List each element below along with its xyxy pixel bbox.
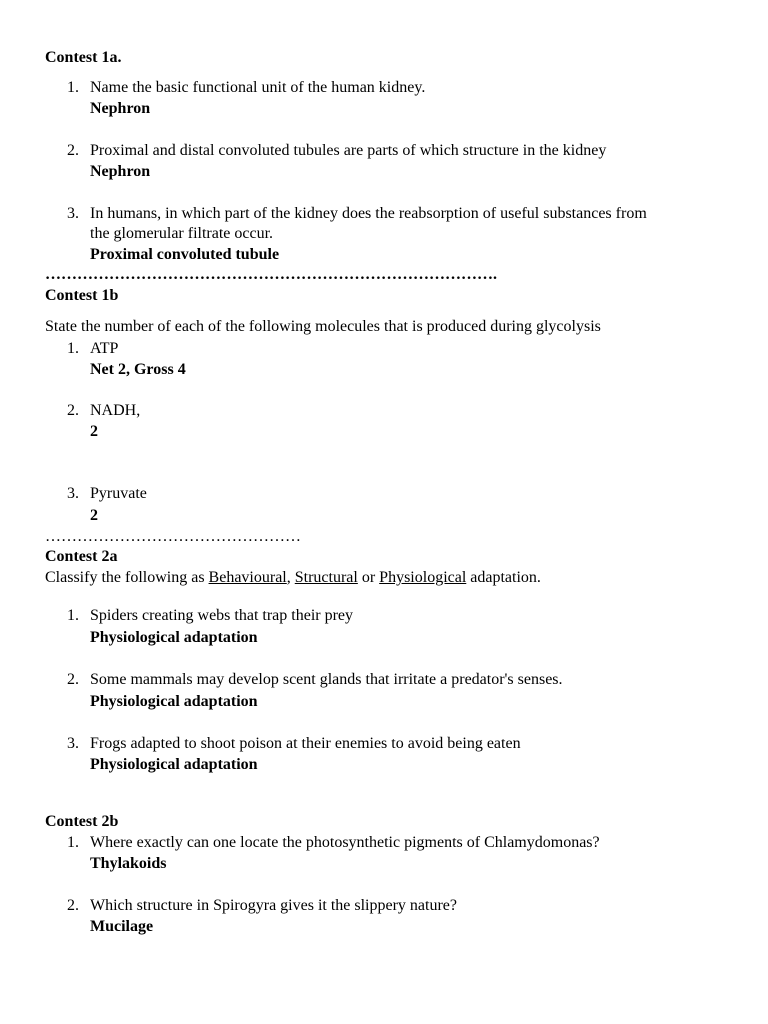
contest-2b-heading: Contest 2b [45,813,119,830]
q1a-3-question-line1: In humans, in which part of the kidney does the reabsorption of useful substances from [90,205,647,222]
option-physiological: Physiological [379,569,467,586]
q1a-2-answer: Nephron [90,163,151,180]
q2a-2-answer: Physiological adaptation [90,693,258,710]
q2a-1-number: 1. [67,607,79,624]
contest-1b-intro: State the number of each of the following molecules that is produced during glycolysis [45,318,601,335]
q1a-3-number: 3. [67,205,79,222]
intro-comma: , [286,569,295,586]
contest-1a-heading: Contest 1a. [45,49,122,66]
q1a-1-number: 1. [67,79,79,96]
q1a-1-answer: Nephron [90,100,151,117]
q1b-3-answer: 2 [90,507,98,524]
q1b-2-question: NADH, [90,402,141,419]
q1a-2-number: 2. [67,142,79,159]
q1a-1-question: Name the basic functional unit of the human kidney. [90,79,426,96]
q1a-3-answer: Proximal convoluted tubule [90,246,280,263]
q2a-3-answer: Physiological adaptation [90,756,258,773]
q1b-3-number: 3. [67,485,79,502]
q1b-1-answer: Net 2, Gross 4 [90,361,186,378]
q2a-1-question: Spiders creating webs that trap their prey [90,607,354,624]
q1b-3-question: Pyruvate [90,485,147,502]
q2a-1-answer: Physiological adaptation [90,629,258,646]
q2a-2-question: Some mammals may develop scent glands that irritate a predator's senses. [90,671,563,688]
contest-2a-heading: Contest 2a [45,548,118,565]
contest-1b-heading: Contest 1b [45,287,119,304]
q2b-1-answer: Thylakoids [90,855,167,872]
q1a-3-question-line2: the glomerular filtrate occur. [90,225,274,242]
separator-dots-2: ………………………………………… [45,528,301,545]
q2b-2-answer: Mucilage [90,918,154,935]
q2b-1-number: 1. [67,834,79,851]
option-structural: Structural [294,569,358,586]
q2a-2-number: 2. [67,671,79,688]
q1b-2-answer: 2 [90,423,98,440]
option-behavioural: Behavioural [208,569,287,586]
separator-dots-1: …………………………………………………………………………. [45,266,497,283]
intro-suffix: adaptation. [466,569,541,586]
q1b-1-number: 1. [67,340,79,357]
intro-prefix: Classify the following as [45,569,209,586]
contest-2a-intro [45,568,541,588]
q2a-3-question: Frogs adapted to shoot poison at their enemies to avoid being eaten [90,735,521,752]
q1b-1-question: ATP [90,340,119,357]
q2b-2-number: 2. [67,897,79,914]
q2b-1-question: Where exactly can one locate the photosynthetic pigments of Chlamydomonas? [90,834,600,851]
q2a-3-number: 3. [67,735,79,752]
intro-or: or [357,569,380,586]
q1a-2-question: Proximal and distal convoluted tubules are parts of which structure in the kidney [90,142,607,159]
q1b-2-number: 2. [67,402,79,419]
q2b-2-question: Which structure in Spirogyra gives it the slippery nature? [90,897,458,914]
